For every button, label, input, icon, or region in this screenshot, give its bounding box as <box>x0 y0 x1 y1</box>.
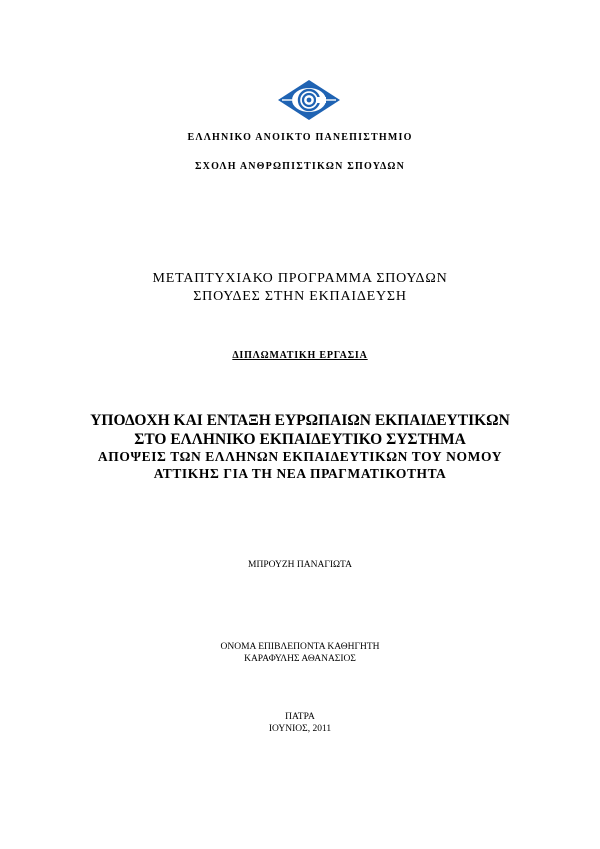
thesis-subtitle-line-1: ΑΠΟΨΕΙΣ ΤΩΝ ΕΛΛΗΝΩΝ ΕΚΠΑΙΔΕΥΤΙΚΩΝ ΤΟΥ ΝΟΜΟΥ <box>97 449 503 464</box>
city: ΠΑΤΡΑ <box>285 712 315 722</box>
school-name: ΣΧΟΛΗ ΑΝΘΡΩΠΙΣΤΙΚΩΝ ΣΠΟΥΔΩΝ <box>194 161 406 172</box>
university-emblem-icon <box>278 80 340 120</box>
thesis-type: ΔΙΠΛΩΜΑΤΙΚΗ ΕΡΓΑΣΙΑ <box>232 350 368 361</box>
supervisor-label: ΟΝΟΜΑ ΕΠΙΒΛΕΠΟΝΤΑ ΚΑΘΗΓΗΤΗ <box>220 642 380 652</box>
date: ΙΟΥΝΙΟΣ, 2011 <box>268 724 332 734</box>
thesis-title-line-1: ΥΠΟΔΟΧΗ ΚΑΙ ΕΝΤΑΞΗ ΕΥΡΩΠΑΙΩΝ ΕΚΠΑΙΔΕΥΤΙΚΩΝ <box>90 412 510 429</box>
program-subtitle: ΣΠΟΥΔΕΣ ΣΤΗΝ ΕΚΠΑΙΔΕΥΣΗ <box>193 289 407 304</box>
thesis-subtitle-line-2: ΑΤΤΙΚΗΣ ΓΙΑ ΤΗ ΝΕΑ ΠΡΑΓΜΑΤΙΚΟΤΗΤΑ <box>153 466 447 481</box>
thesis-title-line-2: ΣΤΟ ΕΛΛΗΝΙΚΟ ΕΚΠΑΙΔΕΥΤΙΚΟ ΣΥΣΤΗΜΑ <box>134 431 466 448</box>
author-name: ΜΠΡΟΥΖΗ ΠΑΝΑΓΙΩΤΑ <box>248 560 352 570</box>
program-name: ΜΕΤΑΠΤΥΧΙΑΚΟ ΠΡΟΓΡΑΜΜΑ ΣΠΟΥΔΩΝ <box>152 271 448 286</box>
university-name: ΕΛΛΗΝΙΚΟ ΑΝΟΙΚΤΟ ΠΑΝΕΠΙΣΤΗΜΙΟ <box>187 132 413 143</box>
supervisor-name: ΚΑΡΑΦΥΛΗΣ ΑΘΑΝΑΣΙΟΣ <box>244 654 356 664</box>
